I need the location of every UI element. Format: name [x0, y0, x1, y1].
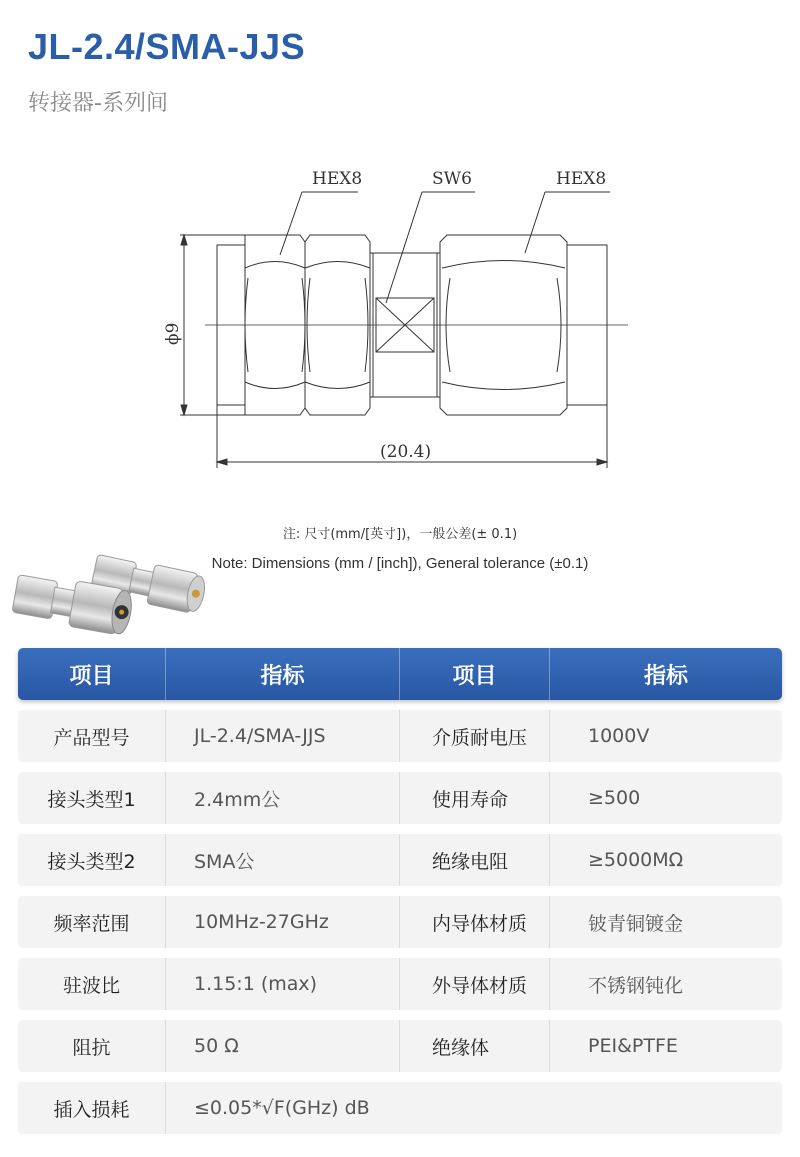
- row-value: SMA公: [166, 834, 400, 886]
- table-row: [18, 896, 782, 948]
- label-sw: SW6: [432, 169, 472, 189]
- row-value: 不锈钢钝化: [588, 974, 684, 997]
- note-chinese: 注: 尺寸(mm/[英寸])，一般公差(± 0.1): [282, 527, 518, 542]
- header-value-1: 指标: [166, 648, 400, 700]
- spec-table: [18, 648, 782, 1134]
- table-row: [18, 834, 782, 886]
- row-key: 外导体材质: [400, 958, 550, 1010]
- header-item-1: 项目: [18, 648, 166, 700]
- row-key: 介质耐电压: [400, 710, 550, 762]
- row-key: 使用寿命: [400, 772, 550, 824]
- row-value: ≥500: [588, 787, 641, 809]
- row-key: 阻抗: [18, 1020, 166, 1072]
- table-row: [18, 1082, 782, 1134]
- row-value: ≤0.05*√F(GHz) dB: [194, 1097, 370, 1119]
- page-subtitle: 转接器-系列间: [28, 91, 168, 116]
- table-header: [18, 648, 782, 700]
- row-key: 频率范围: [18, 896, 166, 948]
- row-value: ≥5000MΩ: [588, 849, 684, 871]
- row-value: 2.4mm公: [166, 772, 400, 824]
- product-photo: [0, 548, 225, 658]
- header-item-2: 项目: [400, 648, 550, 700]
- label-hex-left: HEX8: [312, 169, 363, 189]
- row-key: 产品型号: [18, 710, 166, 762]
- row-value: 50 Ω: [166, 1020, 400, 1072]
- row-key: 接头类型1: [18, 772, 166, 824]
- row-value: 1000V: [588, 725, 650, 747]
- row-value: 10MHz-27GHz: [166, 896, 400, 948]
- row-value: 铍青铜镀金: [588, 912, 684, 935]
- dimension-drawing: [150, 150, 650, 480]
- header-value-2: 指标: [643, 663, 688, 689]
- table-row: [18, 1020, 782, 1072]
- label-hex-right: HEX8: [556, 169, 607, 189]
- row-value: PEI&PTFE: [588, 1035, 678, 1057]
- table-row: [18, 772, 782, 824]
- row-key: 绝缘体: [400, 1020, 550, 1072]
- row-key: 插入损耗: [18, 1082, 166, 1134]
- row-key: 内导体材质: [400, 896, 550, 948]
- page-title: JL-2.4/SMA-JJS: [28, 26, 306, 67]
- row-value: JL-2.4/SMA-JJS: [166, 710, 400, 762]
- note-english: Note: Dimensions (mm / [inch]), General tolerance (±0.1): [211, 555, 589, 572]
- row-value: 1.15:1 (max): [166, 958, 400, 1010]
- label-diameter: ϕ9: [163, 322, 183, 345]
- table-row: [18, 958, 782, 1010]
- row-key: 绝缘电阻: [400, 834, 550, 886]
- table-row: [18, 710, 782, 762]
- row-key: 接头类型2: [18, 834, 166, 886]
- label-length: (20.4): [380, 442, 432, 462]
- row-key: 驻波比: [18, 958, 166, 1010]
